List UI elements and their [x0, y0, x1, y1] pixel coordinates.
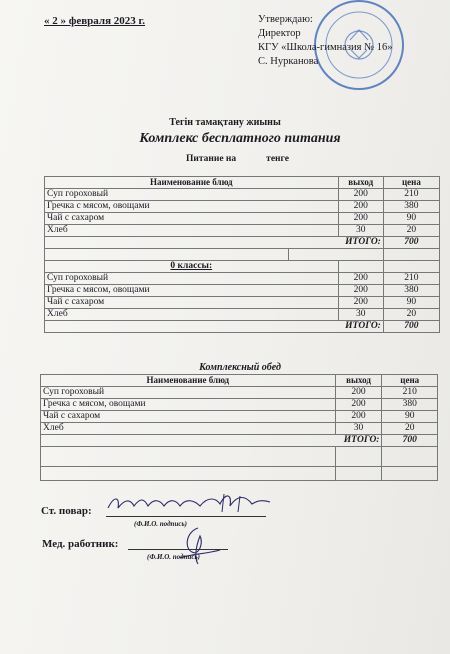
dish-out: 200	[335, 387, 382, 399]
free-meal-table	[44, 176, 440, 333]
table-row	[45, 213, 440, 225]
header-out: выход	[338, 177, 383, 189]
dish-name: Суп гороховый	[45, 273, 339, 285]
table-row	[45, 309, 440, 321]
empty-row	[41, 467, 438, 481]
price-prefix: Питание на	[186, 154, 237, 164]
table-row	[45, 225, 440, 237]
dish-out: 200	[338, 189, 383, 201]
dish-out: 200	[338, 285, 383, 297]
total-value: 700	[383, 237, 439, 249]
dish-name: Чай с сахаром	[45, 213, 339, 225]
total-row	[45, 321, 440, 333]
dish-price: 90	[383, 213, 439, 225]
dish-price: 90	[383, 297, 439, 309]
header-out: выход	[335, 375, 382, 387]
header-dish: Наименование блюд	[45, 177, 339, 189]
cook-label: Ст. повар:	[41, 505, 92, 517]
header-price: цена	[382, 375, 438, 387]
dish-price: 210	[383, 189, 439, 201]
complex-lunch-table	[40, 374, 438, 481]
med-label: Мед. работник:	[42, 538, 119, 550]
dish-out: 30	[335, 423, 382, 435]
dish-price: 20	[383, 225, 439, 237]
total-label: ИТОГО:	[41, 435, 382, 447]
total-label: ИТОГО:	[45, 237, 384, 249]
dish-out: 200	[338, 201, 383, 213]
dish-name: Хлеб	[45, 309, 339, 321]
dish-out: 200	[335, 411, 382, 423]
dish-price: 20	[382, 423, 438, 435]
table-row	[45, 201, 440, 213]
dish-name: Гречка с мясом, овощами	[45, 285, 339, 297]
table-row	[45, 189, 440, 201]
dish-out: 200	[335, 399, 382, 411]
approval-line: Директор	[258, 28, 301, 39]
complex-lunch-title: Комплексный обед	[199, 362, 281, 373]
empty-row	[41, 447, 438, 467]
class-subheader: 0 классы:	[45, 261, 339, 273]
approval-line: С. Нурканова	[258, 56, 319, 67]
dish-price: 380	[383, 201, 439, 213]
class-subheader-row	[45, 261, 440, 273]
main-title: Комплекс бесплатного питания	[139, 131, 341, 146]
table-row	[45, 273, 440, 285]
approval-line: КГУ «Школа-гимназия № 16»	[258, 42, 393, 53]
dish-name: Хлеб	[45, 225, 339, 237]
table-row	[45, 285, 440, 297]
total-label: ИТОГО:	[45, 321, 384, 333]
approval-line: Утверждаю:	[258, 14, 313, 25]
table-row	[45, 297, 440, 309]
header-price: цена	[383, 177, 439, 189]
total-row	[41, 435, 438, 447]
dish-price: 210	[383, 273, 439, 285]
cook-fio-caption: (Ф.И.О. подпись)	[134, 520, 187, 528]
total-row	[45, 237, 440, 249]
dish-price: 380	[382, 399, 438, 411]
dish-name: Чай с сахаром	[41, 411, 336, 423]
dish-name: Суп гороховый	[41, 387, 336, 399]
dish-name: Гречка с мясом, овощами	[41, 399, 336, 411]
total-value: 700	[382, 435, 438, 447]
approval-block	[258, 13, 393, 69]
kazakh-title: Тегін тамақтану жиыны	[169, 117, 281, 128]
table-header	[45, 177, 440, 189]
cook-signature	[104, 490, 274, 518]
empty-row	[45, 249, 440, 261]
price-line	[186, 154, 289, 164]
dish-price: 90	[382, 411, 438, 423]
dish-price: 20	[383, 309, 439, 321]
dish-name: Гречка с мясом, овощами	[45, 201, 339, 213]
dish-name: Хлеб	[41, 423, 336, 435]
dish-out: 200	[338, 213, 383, 225]
document-date: « 2 » февраля 2023 г.	[44, 15, 146, 27]
dish-price: 210	[382, 387, 438, 399]
dish-name: Чай с сахаром	[45, 297, 339, 309]
med-fio-caption: (Ф.И.О. подпись)	[147, 553, 200, 561]
table-row	[41, 423, 438, 435]
table-row	[41, 387, 438, 399]
dish-out: 30	[338, 225, 383, 237]
table-header	[41, 375, 438, 387]
dish-price: 380	[383, 285, 439, 297]
table-row	[41, 411, 438, 423]
dish-out: 30	[338, 309, 383, 321]
total-value: 700	[383, 321, 439, 333]
price-suffix: тенге	[266, 154, 289, 164]
dish-out: 200	[338, 297, 383, 309]
table-row	[41, 399, 438, 411]
dish-name: Суп гороховый	[45, 189, 339, 201]
dish-out: 200	[338, 273, 383, 285]
header-dish: Наименование блюд	[41, 375, 336, 387]
